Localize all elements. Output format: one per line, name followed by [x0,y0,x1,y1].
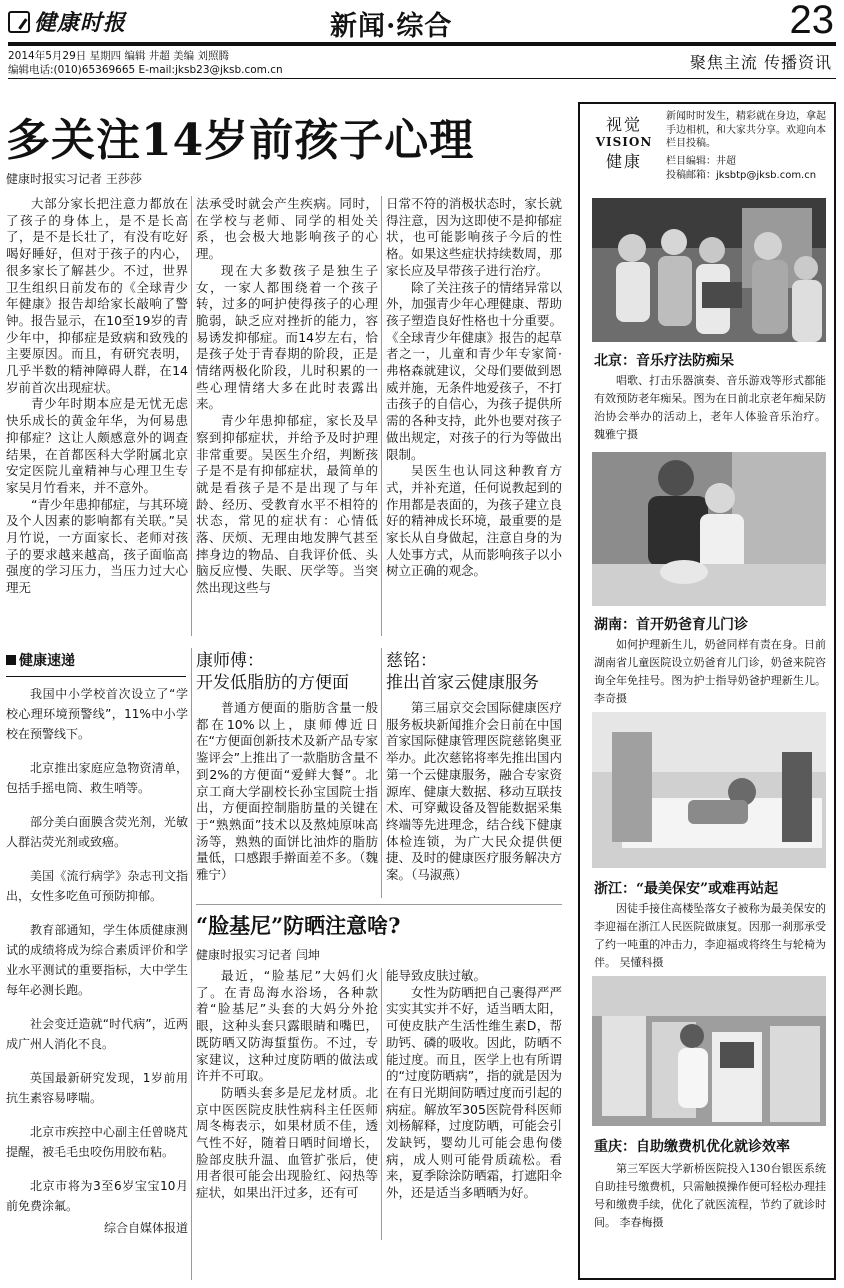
story2-body [196,700,378,896]
photo-image [592,452,826,606]
photo-self-service [592,976,826,1126]
photo-credit: 魏雅宁摄 [594,428,638,441]
paragraph: 青少年时期本应是无忧无虑快乐成长的黄金年华，为何易患抑郁症？这让人颇感意外的调查结果，在首都医科大学附属北京安定医院儿童精神与心理卫生专家吴月竹看来，并不意外。 [6,396,188,495]
photo-music-therapy [592,198,826,342]
main-story-column-1 [6,196,188,636]
photo-caption [594,900,826,972]
column-divider [381,196,382,636]
photo-title: 湖南：首开奶爸育儿门诊 [594,617,748,633]
page-slogan: 聚焦主流 传播资讯 [689,53,832,72]
brief-item: 部分美白面膜含荧光剂，光敏人群沾荧光剂或致癌。 [6,815,188,849]
paragraph: 第三届京交会国际健康医疗服务板块新闻推介会日前在中国首家国际健康管理医院慈铭奥亚举办。此次慈铭将率先推出国内第一个云健康服务，融合专家资源库、健康大数据、移动互联技术、可穿戴设备及智能数据采集终端等先进理念，结合线下健康体检连锁，为广大民众提供便捷、及时的健康医疗服务解决方案。（马淑燕） [386,700,562,883]
photo-image [592,712,826,868]
story4-byline: 健康时报实习记者 闫坤 [196,948,320,962]
paragraph: 防晒头套多是尼龙材质。北京中医医院皮肤性病科主任医师周冬梅表示，如果材质不佳，透气性不好，随着日晒时间增长，脸部皮肤升温、血管扩张后，使用者很可能会出现脸红、闷热等症状，如果出汗过多，还有可 [196,1084,378,1201]
paragraph: 能导致皮肤过敏。 [386,968,487,983]
main-headline: 多关注14岁前孩子心理 [6,115,475,166]
brief-item: 北京市疾控中心副主任曾晓芃提醒，被毛毛虫咬伤用胶布粘。 [6,1125,188,1159]
photo-caption [594,372,826,444]
paragraph: 吴医生也认同这种教育方式，并补充道，任何说教起到的作用都是表面的，为孩子建立良好的精神成长环境，最重要的是家长从自身做起，注意自身的为人处事方式，从而影响孩子以小树立正确的观念。 [386,463,562,579]
story3-headline [386,650,562,694]
column-divider [191,648,192,1280]
photo-credit: 李奇摄 [594,692,627,705]
photo-security-guard [592,712,826,868]
brief-item: 教育部通知，学生体质健康测试的成绩将成为综合素质评价和学业水平测试的重要指标，大中学生每年必测长跑。 [6,923,188,997]
photo-caption [594,636,826,708]
paragraph: “青少年患抑郁症，与其环境及个人因素的影响都有关联。”吴月竹说，一方面家长、老师对孩子的要求越来越高，孩子面临高强度的学习压力，当压力过大心理无 [6,496,188,596]
story3-body [386,700,562,896]
brief-item: 北京推出家庭应急物资清单，包括手摇电筒、救生哨等。 [6,761,188,795]
paragraph: 法承受时就会产生疾病。同时，在学校与老师、同学的相处关系，也会极大地影响孩子的心理。 [196,196,378,262]
brief-item: 北京市将为3至6岁宝宝10月前免费涂氟。 [6,1179,188,1213]
story4-column-2 [386,968,562,1240]
paragraph: 大部分家长把注意力都放在了孩子的身体上，是不是长高了，是不是长壮了，有没有吃好喝好睡好，但对于孩子的内心，很多家长了解甚少。不过，世界卫生组织日前发布的《全球青少年健康》报告却给家长敲响了警钟。报告显示，在10至19岁的青少年中，抑郁症是致病和致残的主要原因。而且，有研究表明，几乎半数的精神障碍人群，在14岁前首次出现症状。 [6,196,188,395]
briefs-list [6,684,188,1252]
paragraph: 普通方便面的脂肪含量一般都在10%以上，康师傅近日在“方便面创新技术及新产品专家鉴评会”上推出了一款脂肪含量不到2%的方便面“爱鲜大餐”。北京工商大学副校长孙宝国院士指出，方便面控制脂肪量的关键在于“熟熟面”技术以及熬炖原味高汤等，熟熟的面饼比油炸的脂肪量低，口感跟手擀面差不多。（魏雅宁） [196,700,378,883]
vision-intro: 新闻时时发生，精彩就在身边，拿起手边相机，和大家共分享。欢迎向本栏目投稿。 [666,111,826,149]
photo-title: 浙江：“最美保安”或难再站起 [594,881,779,897]
paragraph: 女性为防晒把自己裹得严严实实其实并不好，适当晒太阳，可使皮肤产生活性维生素D，帮助钙、磷的吸收。因此，防晒不能过度。而且，医学上也有所谓的“过度防晒病”，指的就是因为在有日光期间防晒过度而引起的病症。解放军305医院骨科医师刘杨解释，过度防晒，可能会引发缺钙，婴幼儿可能会患佝偻病，成人则可能骨质疏松。看来，夏季除涂防晒霜，打遮阳伞外，还是适当多晒晒为好。 [386,984,562,1201]
story2-head-line2: 开发低脂肪的方便面 [196,673,349,693]
vision-logo-en: VISION [595,135,653,149]
logo-text: 健康时报 [34,10,127,36]
story4-column-1 [196,968,378,1240]
photo-caption [594,1160,826,1232]
paragraph: 最近，“脸基尼”大妈们火了。在青岛海水浴场，各种款着“脸基尼”头套的大妈分外抢眼，这种头套只露眼睛和嘴巴，既防晒又防海蜇蜇伤。不过，专家建议，这种过度防晒的做法或许并不可取。 [196,968,378,1084]
vision-logo-cn2: 健康 [605,152,642,171]
editor-contact: 编辑电话:(010)65369665 E-mail:jksb23@jksb.com.cn [8,64,283,76]
vision-editor: 栏目编辑：井超 [666,156,736,167]
story3-head-line1: 慈铭： [386,651,437,671]
column-divider [381,648,382,898]
photo-dad-clinic [592,452,826,606]
caption-text: 如何护理新生儿，奶爸同样有责在身。日前湖南省儿童医院设立奶爸育儿门诊，奶爸来院咨询全年免挂号。图为护士指导奶爸护理新生儿。 [594,638,826,687]
logo-mark-icon [8,11,30,33]
main-story-column-2 [196,196,378,636]
vision-logo [588,112,660,172]
story4-headline: “脸基尼”防晒注意啥? [196,913,401,938]
column-divider [381,968,382,1240]
vision-email: 投稿邮箱：jksbtp@jksb.com.cn [666,170,817,181]
brief-source: 综合自媒体报道 [103,1221,188,1235]
briefs-title [6,650,75,670]
photo-title: 北京：音乐疗法防痴呆 [594,353,734,369]
caption-text: 因徒手接住高楼坠落女子被称为最美保安的李迎福在浙江人民医院做康复。因那一刹那承受了约一吨重的冲击力，李迎福或将终生与轮椅为伴。 [594,902,826,969]
column-divider [191,196,192,636]
paragraph: 现在大多数孩子是独生子女，一家人都围绕着一个孩子转，过多的呵护使得孩子的心理脆弱，缺乏应对挫折的能力，容易诱发抑郁症。而14岁左右，恰是孩子处于青春期的阶段，正是情绪两极化阶段，儿时积累的一些心理情绪大多在此时表露出来。 [196,262,378,412]
photo-credit: 李春梅摄 [619,1216,664,1229]
main-byline: 健康时报实习记者 王莎莎 [6,172,142,186]
photo-image [592,198,826,342]
story2-head-line1: 康师傅： [196,651,264,671]
page-number: 23 [789,0,834,42]
brief-item: 英国最新研究发现，1岁前用抗生素容易哮喘。 [6,1071,188,1105]
caption-text: 第三军医大学新桥医院投入130台银医系统自助挂号缴费机，只需触摸操作便可轻松办理挂号和缴费手续，优化了就医流程，节约了就诊时间。 [594,1162,826,1229]
paragraph: 青少年患抑郁症，家长及早察到抑郁症状，并给予及时护理非常重要。吴医生介绍，判断孩子是不是有抑郁症状，最简单的就是看孩子是不是出现了与年龄、经历、受教育水平不相符的状态，常见的症状有：心情低落、厌烦、无理由地发脾气甚至摔身边的物品、自我评价低、头脑反应慢、失眠、厌学等。当突然出现这些与 [196,413,378,596]
brief-item: 美国《流行病学》杂志刊文指出，女性多吃鱼可预防抑郁。 [6,869,188,903]
masthead-rule [8,42,836,46]
masthead-bottom-rule [8,78,836,79]
issue-info: 2014年5月29日 星期四 编辑 井超 美编 刘照腾 [8,50,229,62]
main-story-column-3 [386,196,562,636]
vision-logo-cn1: 视觉 [605,115,642,134]
story-divider [196,904,562,905]
briefs-rule [6,676,186,677]
brief-item: 我国中小学校首次设立了“学校心理环境预警线”，11%中小学校在预警线下。 [6,687,188,741]
section-title: 新闻·综合 [330,11,453,42]
paragraph: 除了关注孩子的情绪异常以外，加强青少年心理健康、帮助孩子塑造良好性格也十分重要。《全球青少年健康》报告的起草者之一，儿童和青少年专家简·弗格森就建议，父母们要做到恩威并施，无条件地爱孩子，不打击孩子的自信心，为孩子提供所需的各种支持，此外也要对孩子做出规定，对孩子的行为等做出限制。 [386,279,562,462]
photo-image [592,976,826,1126]
square-bullet-icon [6,655,16,665]
newspaper-logo [8,6,132,36]
story2-headline [196,650,378,694]
caption-text: 唱歌、打击乐器演奏、音乐游戏等形式都能有效预防老年痴呆。图为在日前北京老年痴呆防治协会举办的活动上，老年人体验音乐治疗。 [594,374,826,423]
paragraph: 日常不符的消极状态时，家长就得注意，因为这即使不是抑郁症状，也可能影响孩子今后的性格。如果这些症状持续数周，那家长应及早带孩子进行治疗。 [386,196,562,278]
photo-credit: 吴懂科摄 [619,956,664,969]
story3-head-line2: 推出首家云健康服务 [386,673,539,693]
photo-title: 重庆：自助缴费机优化就诊效率 [594,1139,790,1155]
briefs-title-text: 健康速递 [19,653,75,669]
brief-item: 社会变迁造就“时代病”，近两成广州人消化不良。 [6,1017,188,1051]
